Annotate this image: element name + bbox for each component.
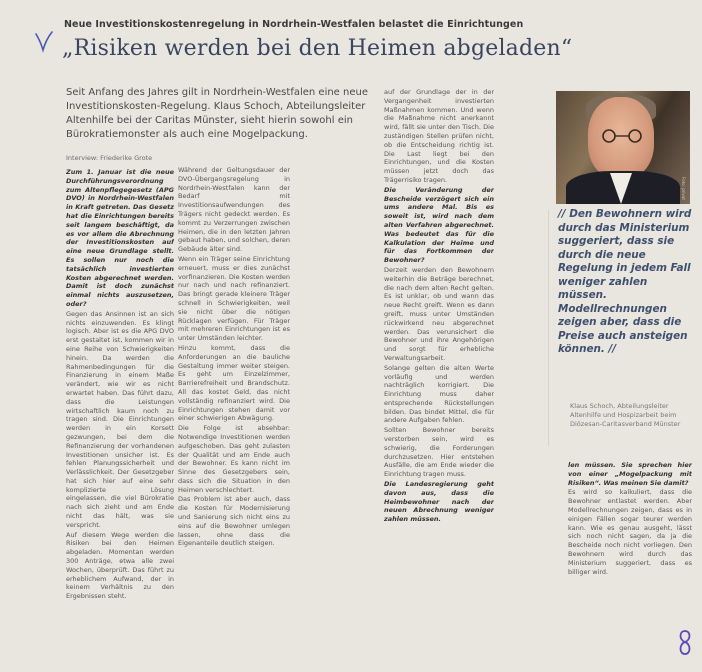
handwritten-page-number: [674, 628, 696, 658]
interview-question: Zum 1. Januar ist die neue Durchführungsverordnung zum Altenpflegegesetz (APG DVO) in Nordrhein-Westfalen in Kraft getreten. Das Gesetz hat die Einrichtungen bereits seit langem beschäftigt, da es vor allem die Abrechnung der Investitionskosten auf eine neue Grundlage stellt. Es sollen nur noch die tatsächlich investierten Kosten abgerechnet werden. Damit ist doch zunächst einmal nichts auszusetzen, oder?: [66, 168, 174, 308]
article-byline: Interview: Friederike Grote: [66, 154, 153, 162]
interview-answer: Sollten Bewohner bereits verstorben sein, wird es schwierig, die Forderungen durchzusetzen. Hier entstehen Ausfälle, die am Ende wieder die Einrichtung tragen muss.: [384, 426, 494, 479]
interview-answer: Das Problem ist aber auch, dass die Kosten für Modernisierung und Sanierung sich nicht eins zu eins auf die Bewohner umlegen lassen, ohne dass die Eigenanteile deutlich steigen.: [178, 495, 290, 548]
portrait-photo: [556, 91, 690, 204]
interview-answer: Es wird so kalkuliert, dass die Bewohner entlastet werden. Aber Modellrechnungen zeigen, dass es in einigen Fällen sogar teurer werden kann. Wie es genau ausgeht, lässt sich noch nicht sagen, da ja die Bescheide noch nicht vorliegen. Den Bewohnern wird durch das Ministerium suggeriert, dass es billiger wird.: [568, 488, 692, 576]
interview-answer: Die Folge ist absehbar: Notwendige Investitionen werden aufgeschoben. Das geht zulasten der Qualität und am Ende auch der Bewohner. Es kann nicht im Sinne des Gesetzgebers sein, dass sich die Situation in den Heimen verschlechtert.: [178, 424, 290, 494]
article-headline: „Risiken werden bei den Heimen abgeladen“: [62, 36, 573, 61]
interview-answer: Gegen das Ansinnen ist an sich nichts einzuwenden. Es klingt logisch. Aber ist es die APG DVO erst gestaltet ist, kommen wir in eine Reihe von Schwierigkeiten hinein. Da werden die Rahmenbedingungen für die Finanzierung in einem Maße verändert, wie wir es nicht erwartet haben. Das führt dazu, dass die Leistungen wirtschaftlich kaum noch zu tragen sind. Die Einrichtungen werden in ein Korsett gezwungen, bei dem die Refinanzierung der vorhandenen Investitionen unsicher ist. Es fehlen Planungssicherheit und Verlässlichkeit. Der Gesetzgeber hat sich hier auf eine sehr komplizierte Lösung eingelassen, die viel Bürokratie nach sich zieht und am Ende nicht das hält, was sie verspricht.: [66, 309, 174, 529]
text-column-1: [66, 168, 174, 656]
article-kicker: Neue Investitionskostenregelung in Nordrhein-Westfalen belastet die Einrichtungen: [64, 19, 524, 30]
photo-credit: Foto: privat: [681, 177, 686, 200]
column-rule: [548, 210, 549, 446]
interview-answer: Während der Geltungsdauer der DVO-Übergangsregelung in Nordrhein-Westfalen kann der Bedarf mit Investitionsaufwendungen des Trägers nicht gedeckt werden. Es kommt zu Verzerrungen zwischen Heimen, die in den letzten Jahren gebaut haben, und solchen, deren Gebäude älter sind.: [178, 166, 290, 254]
pull-quote: // Den Bewohnern wird durch das Ministerium suggeriert, dass sie durch die neue Regelung in jedem Fall weniger zahlen müssen. Modellrechnungen zeigen aber, dass die Preise auch ansteigen können. //: [558, 208, 692, 355]
article-lead: Seit Anfang des Jahres gilt in Nordrhein-Westfalen eine neue Investitionskosten-Regelung. Klaus Schoch, Abteilungsleiter Altenhilfe bei der Caritas Münster, sieht hierin sowohl ein Bürokratiemonster als auch eine Mogelpackung.: [66, 87, 368, 140]
text-column-3: [384, 88, 494, 658]
pull-quote-caption: Klaus Schoch, Abteilungsleiter Altenhilfe und Hospizarbeit beim Diözesan-Caritasverband Münster: [570, 402, 681, 428]
interview-answer: Auf diesem Wege werden die Risiken bei den Heimen abgeladen. Momentan werden 300 Anträge, etwa alle zwei Wochen, überprüft. Das führt zu erheblichem Aufwand, der in keinem Verhältnis zu den Ergebnissen steht.: [66, 530, 174, 601]
text-column-2: [178, 166, 290, 658]
handwritten-check-mark: [34, 31, 54, 53]
interview-question: len müssen. Sie sprechen hier von einer „Mogelpackung mit Risiken“. Was meinen Sie damit?: [568, 461, 692, 487]
glasses-icon: [596, 129, 648, 143]
interview-answer: Hinzu kommt, dass die Anforderungen an die bauliche Gestaltung immer weiter steigen. Es geht um Einzelzimmer, Barrierefreiheit und Brandschutz. All das kostet Geld, das nicht vollständig refinanziert wird. Die Einrichtungen stehen damit vor einer schwierigen Abwägung.: [178, 343, 290, 423]
interview-question: Die Veränderung der Bescheide verzögert sich ein ums andere Mal. Bis es soweit ist, wird nach dem alten Verfahren abgerechnet. Was bedeutet das für die Kalkulation der Heime und für das Fortkommen der Bewohner?: [384, 185, 494, 265]
interview-answer: auf der Grundlage der in der Vergangenheit investierten Maßnahmen kommen. Und wenn die Maßnahme nicht anerkannt wird, fällt sie unter den Tisch. Die zuständigen Stellen prüfen nicht, ob die Entscheidung richtig ist. Die Last liegt bei den Einrichtungen, und die Kosten müssen jetzt doch das Trägerrisiko tragen.: [384, 88, 494, 184]
interview-answer: Derzeit werden den Bewohnern weiterhin die Beträge berechnet, die nach dem alten Recht gelten. Es ist unklar, ob und wann das neue Recht greift. Wenn es dann greift, muss unter Umständen rückwirkend neu abgerechnet werden. Das verunsichert die Bewohner und ihre Angehörigen und sorgt für erhebliche Verwaltungsarbeit.: [384, 265, 494, 362]
interview-answer: Solange gelten die alten Werte vorläufig und werden nachträglich korrigiert. Die Einrichtung muss daher entsprechende Rückstellungen bilden. Das bindet Mittel, die für andere Aufgaben fehlen.: [384, 363, 494, 425]
interview-answer: Wenn ein Träger seine Einrichtung erneuert, muss er dies zunächst vorfinanzieren. Die Kosten werden nur nach und nach refinanziert. Das bringt gerade kleinere Träger schnell in Schwierigkeiten, weil sie nicht über die nötigen Rücklagen verfügen. Für Träger mit mehreren Einrichtungen ist es unter Umständen leichter.: [178, 254, 290, 343]
interview-question: Die Landesregierung geht davon aus, dass die Heimbewohner nach der neuen Abrechnung weniger zahlen müssen.: [384, 480, 494, 524]
